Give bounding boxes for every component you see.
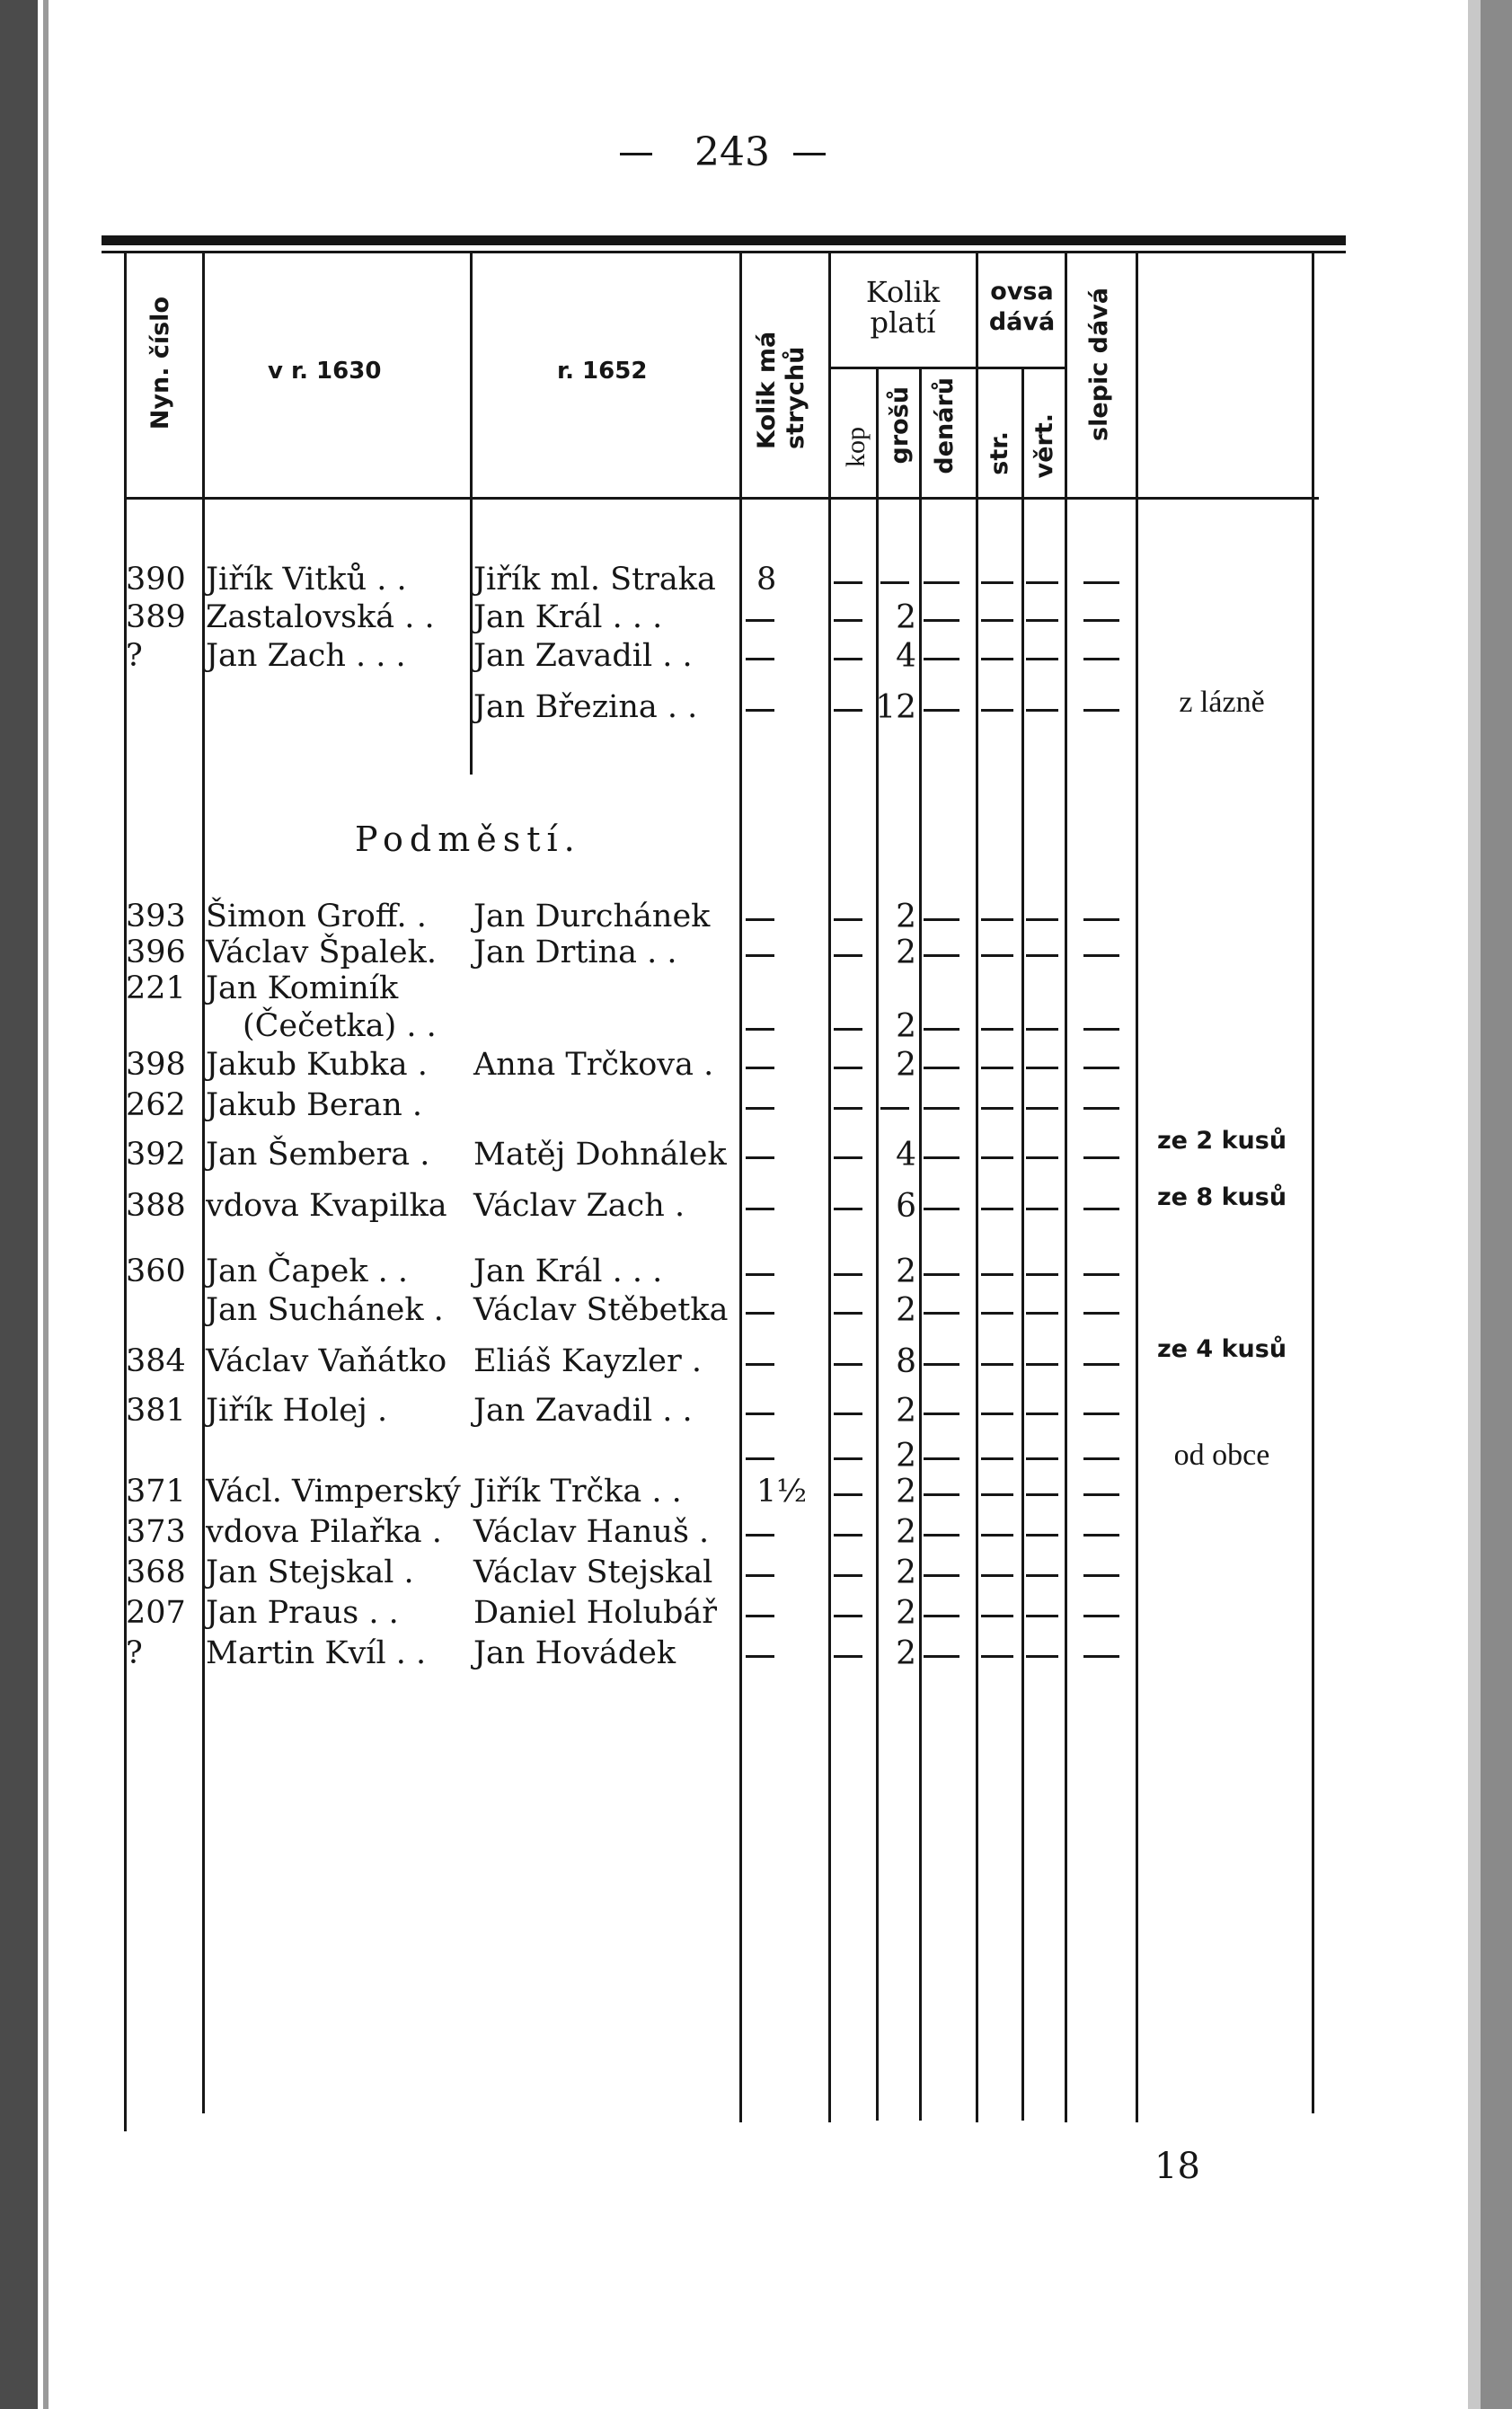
dash-kop bbox=[834, 1107, 862, 1110]
header-slepic-dava: slepic dává bbox=[1085, 288, 1113, 441]
cell-grosu: 6 bbox=[896, 1188, 916, 1225]
dash-vert bbox=[1026, 1312, 1058, 1315]
header-r-1652: r. 1652 bbox=[557, 358, 648, 385]
dash-denaru bbox=[924, 1067, 959, 1069]
dash-str bbox=[981, 1067, 1013, 1069]
scan-edge-left-shadow bbox=[43, 0, 49, 2409]
dash-strychu bbox=[746, 1363, 774, 1366]
dash-strychu bbox=[746, 954, 774, 957]
cell-nyn-cislo: 207 bbox=[126, 1595, 186, 1631]
page-number-dash-right bbox=[793, 153, 826, 155]
dash-strychu bbox=[746, 918, 774, 921]
cell-owner-1630: Václ. Vimperský bbox=[206, 1474, 461, 1510]
cell-grosu: 2 bbox=[896, 1554, 916, 1591]
cell-owner-1630: Jan Suchánek . bbox=[206, 1292, 444, 1328]
dash-strychu bbox=[746, 1413, 774, 1415]
dash-slepic bbox=[1083, 918, 1119, 921]
cell-owner-1652: Václav Hanuš . bbox=[473, 1514, 710, 1550]
header-kop: kop bbox=[841, 427, 871, 467]
cell-grosu: 2 bbox=[896, 1047, 916, 1084]
header-nyn-cislo: Nyn. číslo bbox=[146, 297, 174, 430]
cell-owner-1652: Jan Král . . . bbox=[473, 1253, 663, 1289]
dash-slepic bbox=[1083, 1413, 1119, 1415]
dash-str bbox=[981, 1208, 1013, 1210]
cell-owner-1630: Jan Praus . . bbox=[206, 1595, 399, 1631]
cell-grosu: 2 bbox=[896, 1595, 916, 1632]
dash-denaru bbox=[924, 1493, 959, 1496]
dash-strychu bbox=[746, 1615, 774, 1617]
cell-owner-1652: Jan Durchánek bbox=[473, 899, 711, 934]
dash-str bbox=[981, 1574, 1013, 1577]
cell-nyn-cislo: 392 bbox=[126, 1137, 186, 1173]
page-number-dash-left bbox=[620, 153, 652, 155]
cell-owner-1652: Matěj Dohnálek bbox=[473, 1137, 727, 1173]
cell-owner-1630: Jan Kominík bbox=[206, 970, 399, 1006]
dash-str bbox=[981, 709, 1013, 712]
cell-owner-1630: Jakub Kubka . bbox=[206, 1047, 428, 1083]
scan-edge-right-shadow bbox=[1468, 0, 1481, 2409]
cell-grosu: 2 bbox=[896, 1474, 916, 1510]
dash-strychu bbox=[746, 658, 774, 660]
dash-denaru bbox=[924, 1107, 959, 1110]
dash-strychu bbox=[746, 709, 774, 712]
dash-denaru bbox=[924, 1273, 959, 1276]
dash-str bbox=[981, 918, 1013, 921]
cell-owner-1630: Šimon Groff. . bbox=[206, 899, 427, 934]
dash-denaru bbox=[924, 918, 959, 921]
dash-slepic bbox=[1083, 1273, 1119, 1276]
dash-vert bbox=[1026, 581, 1058, 584]
cell-owner-1652: Anna Trčkova . bbox=[473, 1047, 714, 1083]
dash-slepic bbox=[1083, 1493, 1119, 1496]
dash-denaru bbox=[924, 1655, 959, 1658]
header-ovsa-dava: ovsa dává bbox=[988, 278, 1056, 336]
cell-grosu: 2 bbox=[896, 1292, 916, 1329]
cell-owner-1652: Jan Hovádek bbox=[473, 1635, 676, 1671]
cell-grosu: 4 bbox=[896, 1137, 916, 1174]
dash-str bbox=[981, 1457, 1013, 1460]
dash-denaru bbox=[924, 1534, 959, 1537]
dash-vert bbox=[1026, 1028, 1058, 1031]
dash-slepic bbox=[1083, 1067, 1119, 1069]
dash-str bbox=[981, 1413, 1013, 1415]
dash-slepic bbox=[1083, 1208, 1119, 1210]
dash-denaru bbox=[924, 709, 959, 712]
dash-vert bbox=[1026, 918, 1058, 921]
dash-vert bbox=[1026, 1615, 1058, 1617]
cell-strychu: 1½ bbox=[756, 1474, 808, 1510]
cell-owner-1652: Jiřík ml. Straka bbox=[473, 562, 716, 598]
dash-strychu bbox=[746, 1574, 774, 1577]
dash-grosu bbox=[880, 581, 909, 584]
dash-vert bbox=[1026, 709, 1058, 712]
section-title: Podměstí. bbox=[355, 819, 581, 859]
header-rule-thick bbox=[102, 235, 1346, 245]
column-rule bbox=[1065, 253, 1067, 2122]
cell-owner-1630: Martin Kvíl . . bbox=[206, 1635, 427, 1671]
cell-owner-1652: Eliáš Kayzler . bbox=[473, 1343, 703, 1379]
dash-vert bbox=[1026, 619, 1058, 622]
dash-denaru bbox=[924, 1615, 959, 1617]
page-number: 243 bbox=[694, 129, 770, 175]
dash-str bbox=[981, 1534, 1013, 1537]
scan-edge-left bbox=[0, 0, 38, 2409]
cell-nyn-cislo: ? bbox=[126, 638, 143, 674]
cell-strychu: 8 bbox=[756, 562, 777, 598]
dash-slepic bbox=[1083, 1457, 1119, 1460]
dash-str bbox=[981, 1363, 1013, 1366]
cell-owner-1630: vdova Kvapilka bbox=[206, 1188, 447, 1224]
cell-owner-1652: Václav Zach . bbox=[473, 1188, 685, 1224]
dash-slepic bbox=[1083, 1156, 1119, 1159]
dash-slepic bbox=[1083, 1363, 1119, 1366]
dash-vert bbox=[1026, 1067, 1058, 1069]
dash-slepic bbox=[1083, 1615, 1119, 1617]
dash-strychu bbox=[746, 1655, 774, 1658]
cell-note: od obce bbox=[1173, 1439, 1270, 1472]
cell-grosu: 2 bbox=[896, 1438, 916, 1475]
cell-grosu: 2 bbox=[896, 1635, 916, 1672]
dash-vert bbox=[1026, 1156, 1058, 1159]
cell-owner-1652: Václav Stejskal bbox=[473, 1554, 713, 1590]
dash-str bbox=[981, 1655, 1013, 1658]
dash-str bbox=[981, 1312, 1013, 1315]
dash-str bbox=[981, 1615, 1013, 1617]
dash-vert bbox=[1026, 658, 1058, 660]
scan-edge-right bbox=[1481, 0, 1512, 2409]
column-rule bbox=[828, 253, 831, 2122]
dash-denaru bbox=[924, 1208, 959, 1210]
dash-denaru bbox=[924, 1156, 959, 1159]
cell-grosu: 2 bbox=[896, 1253, 916, 1290]
dash-str bbox=[981, 1493, 1013, 1496]
cell-nyn-cislo: 384 bbox=[126, 1343, 186, 1379]
dash-slepic bbox=[1083, 581, 1119, 584]
dash-strychu bbox=[746, 1273, 774, 1276]
column-rule bbox=[202, 253, 205, 2113]
column-rule bbox=[739, 253, 742, 2122]
cell-owner-1630: Jan Čapek . . bbox=[206, 1253, 409, 1289]
cell-owner-1630: Jiřík Vitků . . bbox=[206, 562, 407, 598]
header-grosu: grošů bbox=[886, 386, 914, 465]
dash-str bbox=[981, 581, 1013, 584]
dash-vert bbox=[1026, 1574, 1058, 1577]
cell-nyn-cislo: 388 bbox=[126, 1188, 186, 1224]
cell-owner-1630: vdova Pilařka . bbox=[206, 1514, 442, 1550]
header-denaru: denárů bbox=[931, 377, 959, 474]
dash-vert bbox=[1026, 1107, 1058, 1110]
dash-strychu bbox=[746, 1457, 774, 1460]
cell-owner-1630: Václav Špalek. bbox=[206, 934, 437, 970]
cell-nyn-cislo: 368 bbox=[126, 1554, 186, 1590]
dash-vert bbox=[1026, 1208, 1058, 1210]
dash-str bbox=[981, 1028, 1013, 1031]
dash-denaru bbox=[924, 954, 959, 957]
dash-denaru bbox=[924, 619, 959, 622]
header-kolik-plati: Kolik platí bbox=[865, 275, 941, 340]
cell-nyn-cislo: 396 bbox=[126, 934, 186, 970]
cell-note: z lázně bbox=[1179, 686, 1265, 719]
dash-vert bbox=[1026, 1655, 1058, 1658]
dash-strychu bbox=[746, 1312, 774, 1315]
dash-slepic bbox=[1083, 1655, 1119, 1658]
dash-slepic bbox=[1083, 954, 1119, 957]
dash-vert bbox=[1026, 1534, 1058, 1537]
cell-owner-1652: Jan Král . . . bbox=[473, 599, 663, 635]
dash-denaru bbox=[924, 1312, 959, 1315]
column-rule bbox=[1021, 368, 1024, 2121]
cell-note: ze 2 kusů bbox=[1156, 1127, 1287, 1155]
cell-grosu: 12 bbox=[875, 689, 916, 726]
group-header-rule bbox=[976, 367, 1067, 369]
cell-grosu: 2 bbox=[896, 599, 916, 636]
cell-nyn-cislo: ? bbox=[126, 1635, 143, 1671]
cell-owner-1652: Václav Stěbetka bbox=[473, 1292, 729, 1328]
cell-owner-1652: Jan Březina . . bbox=[473, 689, 698, 725]
cell-nyn-cislo: 360 bbox=[126, 1253, 186, 1289]
cell-owner-1652: Jan Zavadil . . bbox=[473, 1393, 693, 1429]
dash-denaru bbox=[924, 658, 959, 660]
dash-slepic bbox=[1083, 1312, 1119, 1315]
dash-slepic bbox=[1083, 1107, 1119, 1110]
cell-owner-1652: Jan Zavadil . . bbox=[473, 638, 693, 674]
dash-slepic bbox=[1083, 1574, 1119, 1577]
dash-denaru bbox=[924, 1413, 959, 1415]
cell-owner-1630: Jan Zach . . . bbox=[206, 638, 406, 674]
cell-owner-1630: Jan Stejskal . bbox=[206, 1554, 414, 1590]
dash-denaru bbox=[924, 581, 959, 584]
column-rule bbox=[1312, 253, 1314, 2113]
dash-slepic bbox=[1083, 658, 1119, 660]
cell-nyn-cislo: 390 bbox=[126, 562, 186, 598]
dash-str bbox=[981, 1107, 1013, 1110]
header-str: str. bbox=[986, 431, 1013, 475]
cell-owner-1652: Jan Drtina . . bbox=[473, 934, 677, 970]
dash-strychu bbox=[746, 1067, 774, 1069]
cell-grosu: 8 bbox=[896, 1343, 916, 1380]
cell-owner-1630: Jan Šembera . bbox=[206, 1137, 430, 1173]
cell-grosu: 2 bbox=[896, 1393, 916, 1430]
cell-nyn-cislo: 373 bbox=[126, 1514, 186, 1550]
cell-nyn-cislo: 371 bbox=[126, 1474, 186, 1510]
sheet-mark: 18 bbox=[1154, 2146, 1200, 2187]
dash-vert bbox=[1026, 1363, 1058, 1366]
cell-grosu: 2 bbox=[896, 899, 916, 935]
dash-slepic bbox=[1083, 1534, 1119, 1537]
group-header-rule bbox=[828, 367, 978, 369]
cell-owner-1652: Daniel Holubář bbox=[473, 1595, 718, 1631]
cell-grosu: 2 bbox=[896, 1008, 916, 1045]
cell-owner-1630: Václav Vaňátko bbox=[206, 1343, 447, 1379]
cell-owner-1630: Jiřík Holej . bbox=[206, 1393, 388, 1429]
dash-str bbox=[981, 658, 1013, 660]
header-vert: věrt. bbox=[1030, 413, 1058, 479]
cell-note: ze 8 kusů bbox=[1156, 1183, 1287, 1211]
dash-strychu bbox=[746, 1107, 774, 1110]
cell-note: ze 4 kusů bbox=[1156, 1335, 1287, 1363]
cell-owner-1652: Jiřík Trčka . . bbox=[473, 1474, 682, 1510]
dash-slepic bbox=[1083, 619, 1119, 622]
dash-kop bbox=[834, 581, 862, 584]
column-rule bbox=[919, 368, 922, 2121]
dash-strychu bbox=[746, 1534, 774, 1537]
cell-owner-1630-cont: (Čečetka) . . bbox=[243, 1008, 437, 1044]
column-rule bbox=[470, 253, 473, 775]
dash-str bbox=[981, 619, 1013, 622]
cell-nyn-cislo: 389 bbox=[126, 599, 186, 635]
cell-owner-1630: Jakub Beran . bbox=[206, 1087, 423, 1123]
header-v-r-1630: v r. 1630 bbox=[268, 358, 382, 385]
dash-vert bbox=[1026, 1273, 1058, 1276]
cell-grosu: 2 bbox=[896, 1514, 916, 1551]
dash-str bbox=[981, 1156, 1013, 1159]
cell-nyn-cislo: 381 bbox=[126, 1393, 186, 1429]
dash-vert bbox=[1026, 1457, 1058, 1460]
cell-grosu: 2 bbox=[896, 934, 916, 971]
dash-strychu bbox=[746, 619, 774, 622]
dash-strychu bbox=[746, 1208, 774, 1210]
cell-nyn-cislo: 262 bbox=[126, 1087, 186, 1123]
dash-denaru bbox=[924, 1028, 959, 1031]
cell-owner-1630: Zastalovská . . bbox=[206, 599, 435, 635]
dash-slepic bbox=[1083, 709, 1119, 712]
dash-vert bbox=[1026, 1493, 1058, 1496]
column-rule bbox=[1136, 253, 1138, 2122]
dash-slepic bbox=[1083, 1028, 1119, 1031]
dash-grosu bbox=[880, 1107, 909, 1110]
dash-vert bbox=[1026, 954, 1058, 957]
header-rule-thin bbox=[102, 251, 1346, 253]
cell-nyn-cislo: 393 bbox=[126, 899, 186, 934]
column-rule bbox=[976, 253, 978, 2122]
cell-nyn-cislo: 221 bbox=[126, 970, 186, 1006]
cell-grosu: 4 bbox=[896, 638, 916, 675]
header-rule-bottom bbox=[124, 497, 1319, 500]
dash-denaru bbox=[924, 1363, 959, 1366]
dash-vert bbox=[1026, 1413, 1058, 1415]
dash-denaru bbox=[924, 1457, 959, 1460]
dash-strychu bbox=[746, 1156, 774, 1159]
dash-strychu bbox=[746, 1028, 774, 1031]
header-kolik-ma-strychu: Kolik má strychů bbox=[753, 331, 809, 449]
dash-str bbox=[981, 1273, 1013, 1276]
cell-nyn-cislo: 398 bbox=[126, 1047, 186, 1083]
dash-denaru bbox=[924, 1574, 959, 1577]
dash-str bbox=[981, 954, 1013, 957]
